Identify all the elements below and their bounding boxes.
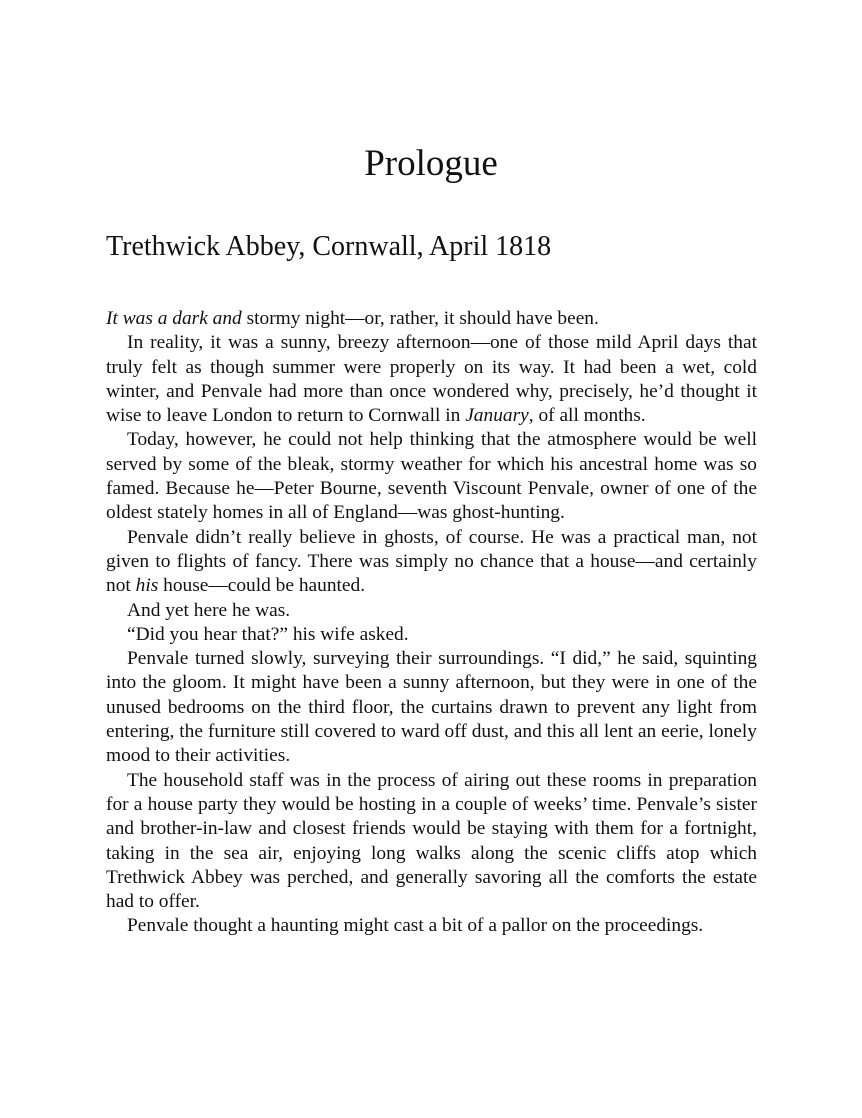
paragraph: “Did you hear that?” his wife asked. xyxy=(127,623,409,645)
emphasis-word: January xyxy=(465,405,529,427)
paragraph-text: , of all months. xyxy=(528,405,646,427)
paragraph: The household staff was in the process of airing out these rooms in preparation for a house party they would be hosting in a couple of weeks’ time. Penvale’s sister and brother-in-law and closest friends would be staying with them for a fortnight, taking in the sea air, enjoying long walks along the scenic cliffs atop which Trethwick Abbey was perched, and generally savoring all the comforts the estate had to offer. xyxy=(106,769,757,913)
paragraph-text: house—could be haunted. xyxy=(158,575,366,597)
paragraph xyxy=(106,307,757,331)
paragraph: Today, however, he could not help thinking that the atmosphere would be well served by some of the bleak, stormy weather for which his ancestral home was so famed. Because he—Peter Bourne, seventh Viscount Penvale, owner of one of the oldest stately homes in all of England—was ghost-hunting. xyxy=(106,429,757,524)
paragraph: Penvale thought a haunting might cast a bit of a pallor on the proceedings. xyxy=(127,915,704,937)
paragraph-text: stormy night—or, rather, it should have been. xyxy=(241,308,599,329)
paragraph: Penvale turned slowly, surveying their surroundings. “I did,” he said, squinting into the gloom. It might have been a sunny afternoon, but they were in one of the unused bedrooms on the third floor, the curtains drawn to prevent any light from entering, the furniture still covered to ward off dust, and this all lent an eerie, lonely mood to their activities. xyxy=(106,648,757,767)
emphasis-word: his xyxy=(135,575,159,597)
paragraph: And yet here he was. xyxy=(127,599,291,621)
paragraph-text: In reality, it was a sunny, breezy afternoon—one of those mild April days that truly felt as though summer were properly on its way. It had been a wet, cold winter, and Penvale had more than once wondered why, precisely, he’d thought it wise to leave London to return to Cornwall in xyxy=(106,332,757,427)
paragraph xyxy=(106,526,757,599)
chapter-location-heading: Trethwick Abbey, Cornwall, April 1818 xyxy=(106,231,552,262)
chapter-title: Prologue xyxy=(364,143,498,184)
chapter-body xyxy=(106,307,757,939)
paragraph xyxy=(106,331,757,428)
paragraph-text: Penvale didn’t really believe in ghosts, of course. He was a practical man, not given to flights of fancy. There was simply no chance that a house—and certainly not xyxy=(106,526,757,597)
opening-italic-phrase: It was a dark and xyxy=(106,308,242,329)
